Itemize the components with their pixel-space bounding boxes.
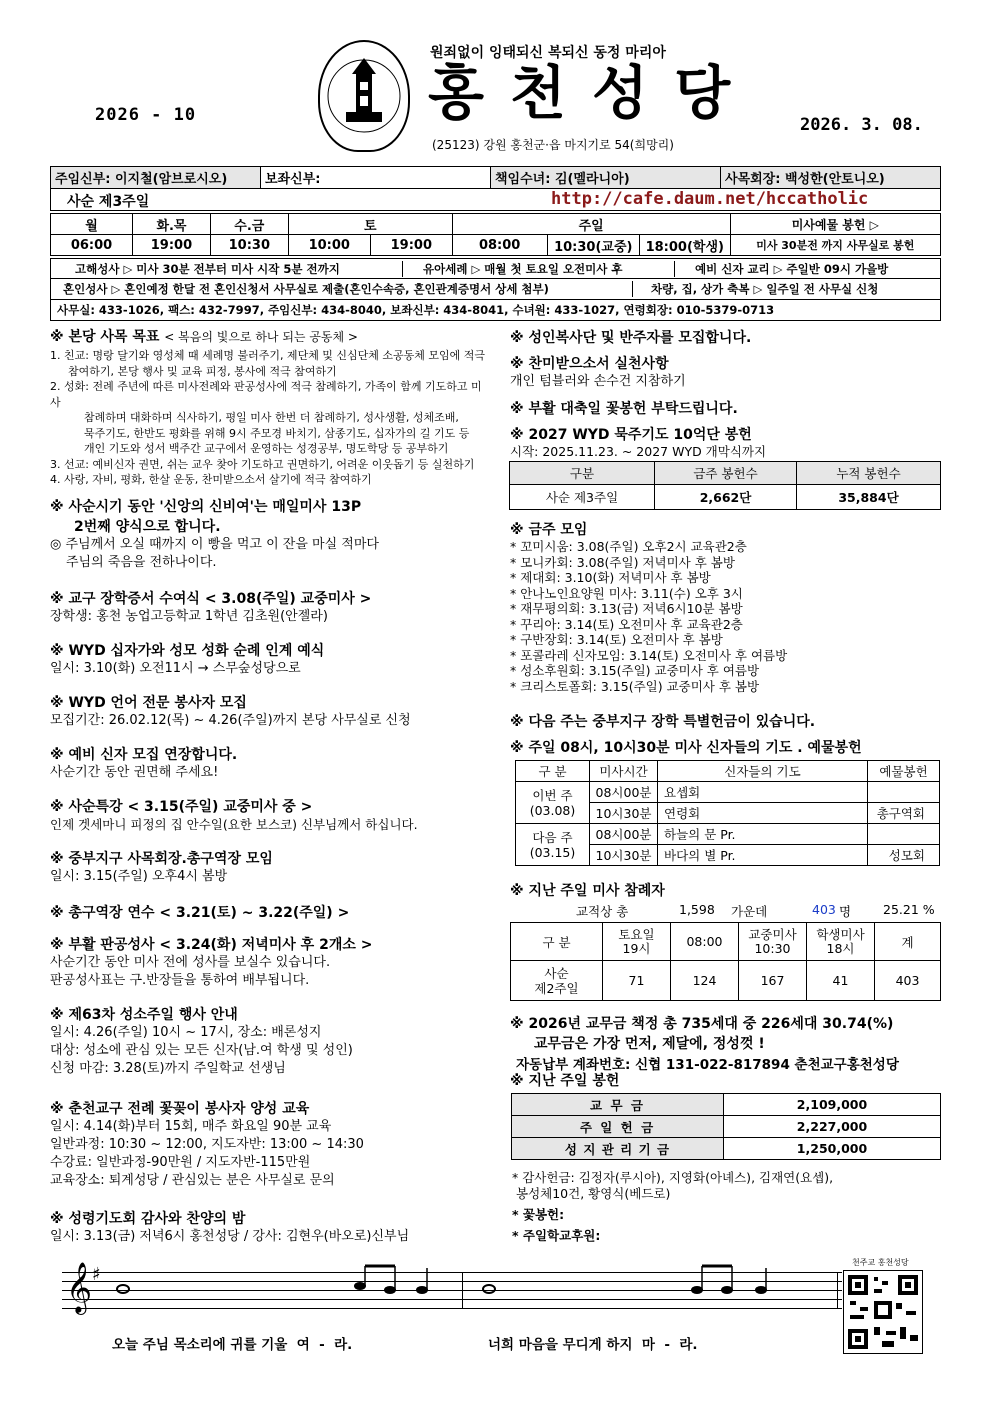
offering-amount: 1,250,000 [724, 1138, 941, 1160]
parish-title: 홍천성당 [428, 59, 757, 127]
notice-text: 사순기간 동안 권면해 주세요! [50, 765, 219, 780]
notice-text: 일시: 3.15(주일) 오후4시 봄방 [50, 869, 228, 884]
week-group: 다음 주 (03.15) [516, 824, 590, 866]
meeting-item: * 재무평의회: 3.13(금) 저녁6시10분 봄방 [510, 601, 743, 616]
table-cell: 167 [739, 961, 807, 1001]
goal-line: 1. 친교: 명랑 달기와 영성체 때 세례명 불러주기, 제단체 및 신심단체 소공동체 모임에 적극 [50, 349, 486, 362]
table-cell: 10시30분 [590, 803, 658, 824]
altar-server-notice: ※ 성인복사단 및 반주자를 모집합니다. [510, 330, 752, 346]
notice-text: 교육장소: 퇴계성당 / 관심있는 분은 사무실로 문의 [50, 1173, 335, 1188]
attendance-title: ※ 지난 주일 미사 참례자 [510, 883, 665, 899]
bar-line [462, 1272, 463, 1308]
notice-text: 시작: 2025.11.23. ~ 2027 WYD 개막식까지 [510, 444, 767, 459]
table-header: 구분 [510, 462, 655, 485]
music-staff [62, 1262, 842, 1324]
summary-unit: 명 [839, 904, 852, 919]
mass-time: 18:00(학생) [640, 235, 730, 256]
notice-flower-training [50, 1098, 490, 1190]
notice-title: 교무금은 가장 먼저, 제달에, 정성껏 ! [534, 1036, 765, 1052]
notice-title: ※ 2026년 교무금 책정 총 735세대 중 226세대 30.74(%) [510, 1016, 894, 1032]
catechumen-notice: 예비 신자 교리 ▷ 주일반 09시 가을방 [695, 261, 889, 276]
day-sat: 토 [288, 214, 452, 235]
notice-wyd-cross [50, 640, 490, 678]
attendance-table [510, 922, 941, 1001]
mass-time: 10:30 [210, 235, 288, 256]
table-header: 신자들의 기도 [658, 761, 868, 782]
eighth-notes-icon [687, 1262, 807, 1312]
notice-text: 일시: 3.13(금) 저녁6시 홍천성당 / 강사: 김현우(바오로)신부님 [50, 1229, 410, 1244]
bank-account: 자동납부 계좌번호: 신협 131-022-817894 춘천교구홍천성당 [516, 1057, 899, 1073]
pastor: 주임신부: 이지철(암브로시오) [51, 167, 261, 189]
goal-line: 2. 성화: 전례 주년에 따른 미사전례와 판공성사에 적극 참례하기, 가족이 함께 기도하고 미사 [50, 380, 482, 409]
meeting-item: * 성소후원회: 3.15(주일) 교중미사 후 여름방 [510, 663, 760, 678]
notice-row-2 [50, 279, 941, 300]
sharp-icon: ♯ [92, 1264, 101, 1285]
issue-number: 2026 - 10 [95, 105, 197, 125]
table-cell [868, 782, 940, 803]
offering-amount: 2,109,000 [724, 1094, 941, 1116]
table-cell: 총구역회 [868, 803, 940, 824]
tithe-notice [510, 1013, 940, 1073]
table-header: 계 [875, 923, 941, 961]
mass-time: 08:00 [452, 235, 547, 256]
notice-title: ※ 교구 장학증서 수여식 < 3.08(주일) 교중미사 > [50, 591, 372, 607]
notice-text: 모집기간: 26.02.12(목) ~ 4.26(주일)까지 본당 사무실로 신청 [50, 713, 411, 728]
notice-title: ※ 찬미받으소서 실천사항 [510, 356, 669, 372]
notice-title: ※ 예비 신자 모집 연장합니다. [50, 747, 238, 763]
table-header: 토요일 19시 [603, 923, 671, 961]
notice-text: 개인 텀블러와 손수건 지참하기 [510, 374, 686, 389]
left-column [50, 326, 490, 488]
table-header: 학생미사 18시 [807, 923, 875, 961]
table-cell: 403 [875, 961, 941, 1001]
offering-label: 교 무 금 [512, 1094, 724, 1116]
whole-note-icon [482, 1284, 496, 1294]
table-header: 금주 봉헌수 [655, 462, 797, 485]
baptism-notice: 유아세례 ▷ 매월 첫 토요일 오전미사 후 [403, 261, 675, 277]
prayer-offering-title: ※ 주일 08시, 10시30분 미사 신자들의 기도 . 예물봉헌 [510, 740, 862, 756]
pastoral-goal-list [50, 348, 490, 488]
notice-confession [50, 934, 490, 990]
council-president: 사목회장: 백성한(안토니오) [721, 167, 941, 189]
notice-row-1 [50, 258, 941, 279]
notice-title: 2번째 양식으로 합니다. [74, 519, 221, 535]
meeting-item: * 꼬미시움: 3.08(주일) 오후2시 교육관2층 [510, 539, 747, 554]
meeting-item: * 꾸리아: 3.14(토) 오전미사 후 교육관2층 [510, 616, 743, 632]
notice-text: 일반과정: 10:30 ~ 12:00, 지도자반: 13:00 ~ 14:30 [50, 1137, 364, 1152]
pastoral-goal-title: ※ 본당 사목 목표 [50, 329, 160, 345]
thanks-list [512, 1170, 942, 1244]
assistant-priest: 보좌신부: [261, 167, 491, 189]
notice-text: 수강료: 일반과정-90만원 / 지도자반-115만원 [50, 1155, 311, 1170]
table-header: 예물봉헌 [868, 761, 940, 782]
contact-row: 사무실: 433-1026, 팩스: 432-7997, 주임신부: 434-8040, 보좌신부: 434-8041, 수녀원: 433-1027, 연령회장: 010-5379-0713 [50, 300, 941, 321]
summary-percent: 25.21 % [883, 902, 935, 917]
table-header: 누적 봉헌수 [797, 462, 941, 485]
qr-code-icon[interactable] [843, 1270, 923, 1354]
qr-label: 천주교 홍천성당 [852, 1258, 909, 1267]
summary-count: 403 [812, 902, 836, 917]
table-cell: 사순 제3주일 [510, 485, 655, 510]
notice-vocation-sunday [50, 1004, 490, 1078]
table-header: 교중미사 10:30 [739, 923, 807, 961]
wyd-rosary-notice [510, 424, 940, 459]
meeting-item: * 제대회: 3.10(화) 저녁미사 후 봄방 [510, 570, 711, 585]
offering-note-detail: 미사 30분전 까지 사무실로 봉헌 [730, 235, 940, 256]
table-cell: 10시30분 [590, 845, 658, 866]
eighth-notes-icon [352, 1262, 442, 1312]
lyric-line-1: 오늘 주님 목소리에 귀를 기울 여 - 라. [112, 1337, 353, 1353]
table-cell: 요셉회 [658, 782, 868, 803]
offering-label: 성 지 관 리 기 금 [512, 1138, 724, 1160]
meeting-list [510, 539, 940, 694]
meeting-item: * 크리스토폴회: 3.15(주일) 교중미사 후 봄방 [510, 678, 760, 694]
laudato-si-notice [510, 353, 940, 391]
week-row [50, 189, 941, 211]
goal-line: 3. 선교: 예비신자 권면, 쉬는 교우 찾아 기도하고 권면하기, 어려운 이웃돕기 등 실천하기 [50, 457, 475, 471]
notice-scholarship [50, 588, 490, 626]
table-cell: 08시00분 [590, 824, 658, 845]
table-cell: 하늘의 문 Pr. [658, 824, 868, 845]
offering-amount: 2,227,000 [724, 1116, 941, 1138]
parish-patron: 원죄없이 잉태되신 복되신 동정 마리아 [430, 45, 666, 61]
pastoral-goal-subtitle: < 복음의 빛으로 하나 되는 공동체 > [164, 330, 358, 344]
offering-title: ※ 지난 주일 봉헌 [510, 1073, 620, 1089]
notice-title: ※ 사순특강 < 3.15(주일) 교중미사 중 > [50, 799, 313, 815]
mass-time: 19:00 [133, 235, 211, 256]
bar-line [837, 1272, 838, 1308]
notice-title: ※ 중부지구 사목회장.총구역장 모임 [50, 851, 273, 867]
day-wed-fri: 수.금 [210, 214, 288, 235]
notice-text: 인제 겟세마니 피정의 집 안수일(요한 보스코) 신부님께서 하십니다. [50, 817, 418, 832]
notice-text: 사순기간 동안 미사 전에 성사를 보실수 있습니다. [50, 955, 331, 970]
day-sun: 주일 [452, 214, 730, 235]
notice-text: 대상: 성소에 관심 있는 모든 신자(남.여 학생 및 성인) [50, 1043, 353, 1058]
notice-text: 일시: 4.26(주일) 10시 ~ 17시, 장소: 배론성지 [50, 1025, 322, 1040]
notice-title: ※ 춘천교구 전례 꽃꽂이 봉사자 양성 교육 [50, 1101, 310, 1117]
sunday-school-support: * 주일학교후원: [512, 1228, 601, 1243]
notice-title: ※ 제63차 성소주일 행사 안내 [50, 1007, 238, 1023]
thanks-line: 봉성체10건, 황영식(베드로) [516, 1186, 671, 1201]
table-header: 미사시간 [590, 761, 658, 782]
table-cell: 2,662단 [655, 485, 797, 510]
sister: 책임수녀: 김(멜라니아) [491, 167, 721, 189]
meeting-item: * 구반장회: 3.14(토) 오전미사 후 봄방 [510, 632, 723, 647]
special-collection-notice: ※ 다음 주는 중부지구 장학 특별헌금이 있습니다. [510, 714, 816, 730]
offering-table [511, 1093, 941, 1160]
notice-wyd-volunteer [50, 692, 490, 730]
table-cell: 124 [671, 961, 739, 1001]
flower-offering: * 꽃봉헌: [512, 1207, 565, 1222]
liturgical-week: 사순 제3주일 [67, 194, 150, 210]
table-cell: 사순 제2주일 [511, 961, 603, 1001]
table-header: 08:00 [671, 923, 739, 961]
prayer-table [515, 760, 940, 866]
table-cell: 연령회 [658, 803, 868, 824]
table-header: 구 분 [516, 761, 590, 782]
bulletin-date: 2026. 3. 08. [800, 115, 923, 135]
lyric-line-2: 너희 마음을 무디게 하지 마 - 라. [488, 1337, 698, 1353]
table-cell: 바다의 별 Pr. [658, 845, 868, 866]
notice-text: 주님의 죽음을 전하나이다. [66, 555, 217, 570]
notice-lent-lecture [50, 796, 495, 834]
cafe-link[interactable]: http://cafe.daum.net/hccatholic [551, 189, 869, 209]
notice-title: ※ 금주 모임 [510, 522, 588, 538]
table-cell: 71 [603, 961, 671, 1001]
notice-title: ※ 총구역장 연수 < 3.21(토) ~ 3.22(주일) > [50, 905, 350, 921]
goal-line: 참례하며 대화하며 식사하기, 평일 미사 한번 더 참례하기, 성사생활, 성체조배, [84, 411, 459, 424]
offering-note: 미사예물 봉헌 ▷ [730, 214, 940, 235]
goal-line: 묵주기도, 한반도 평화를 위해 9시 주모경 바치기, 삼종기도, 십자가의 길 기도 등 [84, 426, 470, 440]
day-tue-thu: 화.목 [133, 214, 211, 235]
summary-label: 가운데 [731, 904, 768, 919]
mass-schedule [50, 213, 941, 256]
goal-line: 참여하기, 본당 행사 및 교육 피정, 봉사에 적극 참여하기 [68, 364, 337, 378]
summary-label: 교적상 총 [576, 904, 629, 919]
confession-notice: 고해성사 ▷ 미사 30분 전부터 미사 시작 5분 전까지 [51, 261, 403, 277]
marriage-notice: 혼인성사 ▷ 혼인예정 한달 전 혼인신청서 사무실로 제출(혼인수속증, 혼인관계증명서 상세 첨부) [51, 281, 633, 297]
mass-time: 06:00 [51, 235, 133, 256]
offering-label: 주 일 헌 금 [512, 1116, 724, 1138]
notice-title: ※ WYD 십자가와 성모 성화 순례 인계 예식 [50, 643, 325, 659]
notice-title: ※ WYD 언어 전문 봉사자 모집 [50, 695, 247, 711]
notice-catechumen [50, 744, 490, 782]
notice-text: 일시: 4.14(화)부터 15회, 매주 화요일 90분 교육 [50, 1119, 332, 1134]
notice-title: ※ 사순시기 동안 '신앙의 신비여'는 매일미사 13P [50, 499, 362, 515]
notice-text: ◎ 주님께서 오실 때까지 이 빵을 먹고 이 잔을 마실 적마다 [50, 537, 379, 552]
notice-title: ※ 2027 WYD 묵주기도 10억단 봉헌 [510, 427, 752, 443]
week-group: 이번 주 (03.08) [516, 782, 590, 824]
mass-time: 10:00 [288, 235, 370, 256]
table-cell: 08시00분 [590, 782, 658, 803]
whole-note-icon [116, 1284, 130, 1294]
notice-text: 장학생: 홍천 농업고등학교 1학년 김초원(안젤라) [50, 609, 328, 624]
blessing-notice: 차량, 집, 상가 축복 ▷ 일주일 전 사무실 신청 [651, 282, 879, 296]
notice-text: 일시: 3.10(화) 오전11시 → 스무숲성당으로 [50, 661, 301, 676]
meeting-item: * 포콜라레 신자모임: 3.14(토) 오전미사 후 여름방 [510, 647, 788, 663]
table-cell: 41 [807, 961, 875, 1001]
mass-time: 19:00 [370, 235, 452, 256]
weekly-meetings [510, 519, 940, 694]
notice-training [50, 902, 490, 922]
table-header: 구 분 [511, 923, 603, 961]
day-mon: 월 [51, 214, 133, 235]
parish-address: (25123) 강원 홍천군·읍 마지기로 54(희망리) [432, 138, 674, 152]
table-cell [868, 824, 940, 845]
notice-text: 신청 마감: 3.28(토)까지 주일학교 선생님 [50, 1061, 286, 1076]
easter-flower-notice: ※ 부활 대축일 꽃봉헌 부탁드립니다. [510, 401, 738, 417]
treble-clef-icon: 𝄞 [66, 1262, 93, 1313]
goal-line: 개인 기도와 성서 백주간 교구에서 운영하는 성경공부, 명도학당 등 공부하기 [84, 442, 449, 455]
notice-title: ※ 부활 판공성사 < 3.24(화) 저녁미사 후 2개소 > [50, 937, 373, 953]
thanks-line: * 감사헌금: 김정자(루시아), 지영화(아녜스), 김재연(요셉), [512, 1170, 834, 1185]
table-cell: 35,884단 [797, 485, 941, 510]
goal-line: 4. 사랑, 자비, 평화, 한살 운동, 찬미받으소서 살기에 적극 참여하기 [50, 473, 372, 486]
staff-table [50, 166, 941, 189]
meeting-item: * 안나노인요양원 미사: 3.11(수) 오후 3시 [510, 585, 743, 601]
rosary-table [509, 461, 941, 510]
notice-title: ※ 성령기도회 감사와 찬양의 밤 [50, 1211, 246, 1227]
parish-seal-logo [318, 40, 410, 152]
notice-district-meeting [50, 848, 490, 886]
notice-prayer-night [50, 1208, 490, 1246]
meeting-item: * 모니카회: 3.08(주일) 저녁미사 후 봄방 [510, 554, 735, 570]
mass-time: 10:30(교중) [547, 235, 640, 256]
notice-text: 판공성사표는 구.반장들을 통하여 배부됩니다. [50, 973, 310, 988]
summary-total: 1,598 [679, 902, 715, 917]
table-cell: 성모회 [868, 845, 940, 866]
notice-mystery-of-faith [50, 496, 490, 572]
